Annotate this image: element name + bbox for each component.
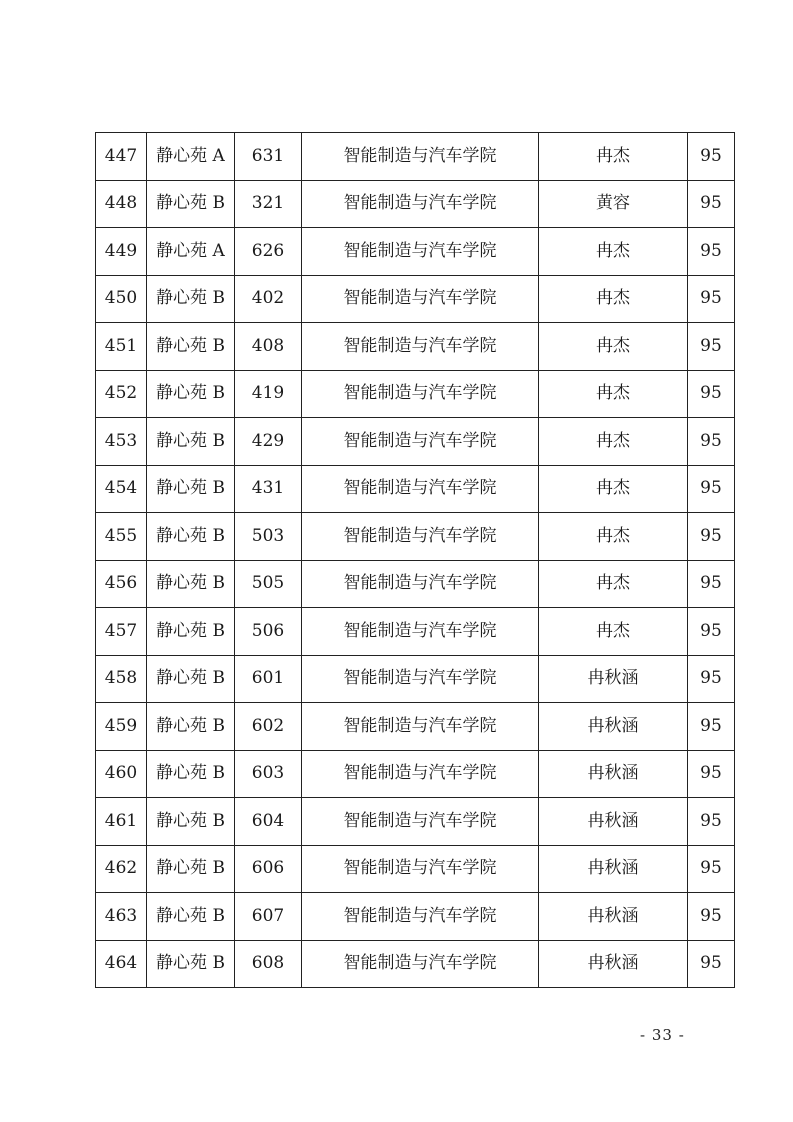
table-row <box>96 513 735 561</box>
name-cell: 冉秋涵 <box>539 750 688 798</box>
college-cell: 智能制造与汽车学院 <box>302 323 539 371</box>
row-number-cell: 462 <box>96 845 147 893</box>
table-row <box>96 940 735 988</box>
row-number-cell: 461 <box>96 798 147 846</box>
table-body <box>96 133 735 988</box>
room-cell: 604 <box>235 798 302 846</box>
college-cell: 智能制造与汽车学院 <box>302 845 539 893</box>
row-number-cell: 459 <box>96 703 147 751</box>
building-cell: 静心苑 B <box>147 655 235 703</box>
college-cell: 智能制造与汽车学院 <box>302 893 539 941</box>
name-cell: 冉秋涵 <box>539 655 688 703</box>
table-row <box>96 180 735 228</box>
row-number-cell: 452 <box>96 370 147 418</box>
college-cell: 智能制造与汽车学院 <box>302 418 539 466</box>
building-cell: 静心苑 B <box>147 940 235 988</box>
table-row <box>96 465 735 513</box>
building-cell: 静心苑 B <box>147 465 235 513</box>
room-cell: 608 <box>235 940 302 988</box>
building-cell: 静心苑 B <box>147 845 235 893</box>
row-number-cell: 456 <box>96 560 147 608</box>
table-row <box>96 228 735 276</box>
building-cell: 静心苑 B <box>147 750 235 798</box>
building-cell: 静心苑 B <box>147 560 235 608</box>
score-cell: 95 <box>688 655 735 703</box>
score-cell: 95 <box>688 608 735 656</box>
college-cell: 智能制造与汽车学院 <box>302 465 539 513</box>
building-cell: 静心苑 A <box>147 228 235 276</box>
name-cell: 冉杰 <box>539 133 688 181</box>
name-cell: 黄容 <box>539 180 688 228</box>
college-cell: 智能制造与汽车学院 <box>302 133 539 181</box>
score-cell: 95 <box>688 133 735 181</box>
college-cell: 智能制造与汽车学院 <box>302 513 539 561</box>
name-cell: 冉杰 <box>539 418 688 466</box>
score-cell: 95 <box>688 370 735 418</box>
row-number-cell: 453 <box>96 418 147 466</box>
college-cell: 智能制造与汽车学院 <box>302 180 539 228</box>
name-cell: 冉秋涵 <box>539 940 688 988</box>
score-cell: 95 <box>688 275 735 323</box>
row-number-cell: 460 <box>96 750 147 798</box>
building-cell: 静心苑 B <box>147 608 235 656</box>
score-cell: 95 <box>688 798 735 846</box>
college-cell: 智能制造与汽车学院 <box>302 750 539 798</box>
college-cell: 智能制造与汽车学院 <box>302 703 539 751</box>
score-cell: 95 <box>688 845 735 893</box>
college-cell: 智能制造与汽车学院 <box>302 370 539 418</box>
name-cell: 冉杰 <box>539 323 688 371</box>
table-row <box>96 703 735 751</box>
room-cell: 431 <box>235 465 302 513</box>
room-cell: 429 <box>235 418 302 466</box>
room-cell: 503 <box>235 513 302 561</box>
building-cell: 静心苑 B <box>147 370 235 418</box>
score-cell: 95 <box>688 323 735 371</box>
row-number-cell: 463 <box>96 893 147 941</box>
college-cell: 智能制造与汽车学院 <box>302 798 539 846</box>
room-cell: 601 <box>235 655 302 703</box>
row-number-cell: 458 <box>96 655 147 703</box>
score-cell: 95 <box>688 465 735 513</box>
table-row <box>96 370 735 418</box>
page-number: - 33 - <box>640 1026 685 1044</box>
name-cell: 冉秋涵 <box>539 703 688 751</box>
room-cell: 506 <box>235 608 302 656</box>
building-cell: 静心苑 A <box>147 133 235 181</box>
name-cell: 冉秋涵 <box>539 845 688 893</box>
table-row <box>96 323 735 371</box>
row-number-cell: 447 <box>96 133 147 181</box>
name-cell: 冉杰 <box>539 608 688 656</box>
room-cell: 408 <box>235 323 302 371</box>
name-cell: 冉杰 <box>539 370 688 418</box>
building-cell: 静心苑 B <box>147 893 235 941</box>
score-cell: 95 <box>688 513 735 561</box>
row-number-cell: 455 <box>96 513 147 561</box>
dormitory-score-table <box>95 132 735 988</box>
college-cell: 智能制造与汽车学院 <box>302 608 539 656</box>
score-cell: 95 <box>688 750 735 798</box>
table-row <box>96 560 735 608</box>
table-row <box>96 275 735 323</box>
score-cell: 95 <box>688 703 735 751</box>
building-cell: 静心苑 B <box>147 513 235 561</box>
college-cell: 智能制造与汽车学院 <box>302 940 539 988</box>
building-cell: 静心苑 B <box>147 798 235 846</box>
college-cell: 智能制造与汽车学院 <box>302 655 539 703</box>
room-cell: 626 <box>235 228 302 276</box>
score-cell: 95 <box>688 560 735 608</box>
table-row <box>96 655 735 703</box>
college-cell: 智能制造与汽车学院 <box>302 560 539 608</box>
table-row <box>96 845 735 893</box>
table-row <box>96 418 735 466</box>
row-number-cell: 464 <box>96 940 147 988</box>
college-cell: 智能制造与汽车学院 <box>302 275 539 323</box>
room-cell: 419 <box>235 370 302 418</box>
row-number-cell: 449 <box>96 228 147 276</box>
row-number-cell: 448 <box>96 180 147 228</box>
name-cell: 冉杰 <box>539 513 688 561</box>
room-cell: 402 <box>235 275 302 323</box>
table-row <box>96 750 735 798</box>
table-row <box>96 798 735 846</box>
table-row <box>96 608 735 656</box>
score-cell: 95 <box>688 418 735 466</box>
table-row <box>96 133 735 181</box>
room-cell: 505 <box>235 560 302 608</box>
building-cell: 静心苑 B <box>147 180 235 228</box>
score-cell: 95 <box>688 180 735 228</box>
room-cell: 606 <box>235 845 302 893</box>
score-cell: 95 <box>688 940 735 988</box>
room-cell: 631 <box>235 133 302 181</box>
row-number-cell: 457 <box>96 608 147 656</box>
name-cell: 冉秋涵 <box>539 798 688 846</box>
score-cell: 95 <box>688 893 735 941</box>
room-cell: 602 <box>235 703 302 751</box>
room-cell: 321 <box>235 180 302 228</box>
score-cell: 95 <box>688 228 735 276</box>
table-row <box>96 893 735 941</box>
row-number-cell: 451 <box>96 323 147 371</box>
name-cell: 冉杰 <box>539 275 688 323</box>
room-cell: 603 <box>235 750 302 798</box>
name-cell: 冉秋涵 <box>539 893 688 941</box>
college-cell: 智能制造与汽车学院 <box>302 228 539 276</box>
room-cell: 607 <box>235 893 302 941</box>
building-cell: 静心苑 B <box>147 323 235 371</box>
name-cell: 冉杰 <box>539 560 688 608</box>
building-cell: 静心苑 B <box>147 275 235 323</box>
row-number-cell: 454 <box>96 465 147 513</box>
name-cell: 冉杰 <box>539 228 688 276</box>
name-cell: 冉杰 <box>539 465 688 513</box>
building-cell: 静心苑 B <box>147 418 235 466</box>
building-cell: 静心苑 B <box>147 703 235 751</box>
row-number-cell: 450 <box>96 275 147 323</box>
